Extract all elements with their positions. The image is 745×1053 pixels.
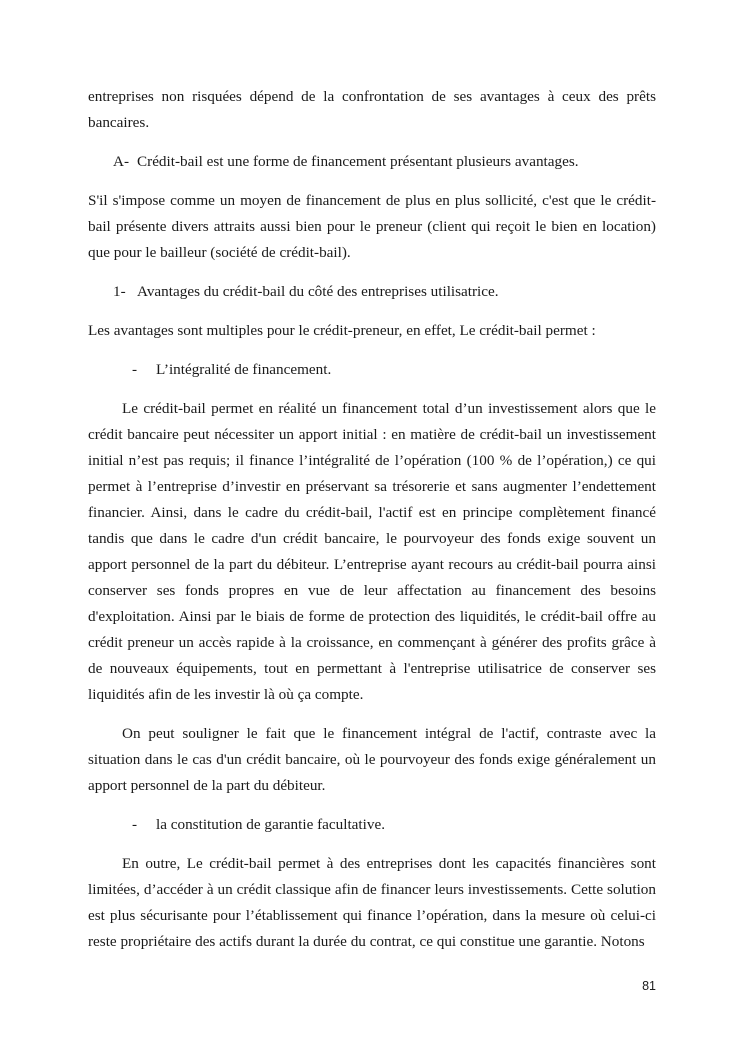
section-heading-a xyxy=(113,149,656,175)
paragraph-souligner: On peut souligner le fait que le financement intégral de l'actif, contraste avec la situation dans le cas d'un crédit bancaire, où le pourvoyeur des fonds exige généralement un apport personnel de la part du débiteur. xyxy=(88,725,656,794)
subsection-heading-1-text: Avantages du crédit-bail du côté des entreprises utilisatrice. xyxy=(137,283,499,300)
bullet-item-garantie xyxy=(132,812,656,838)
page-number: 81 xyxy=(642,979,656,993)
subsection-heading-1 xyxy=(113,279,656,305)
paragraph-avantages: Les avantages sont multiples pour le crédit-preneur, en effet, Le crédit-bail permet : xyxy=(88,322,596,339)
paragraph-sollicite: S'il s'impose comme un moyen de financement de plus en plus sollicité, c'est que le crédit-bail présente divers attraits aussi bien pour le preneur (client qui reçoit le bien en location) que pour le bailleur (société de crédit-bail). xyxy=(88,192,656,261)
bullet-item-text: la constitution de garantie facultative. xyxy=(156,816,385,833)
subsection-heading-1-marker: 1- xyxy=(113,283,126,300)
bullet-dash: - xyxy=(132,361,138,378)
paragraph-integralite: Le crédit-bail permet en réalité un financement total d’un investissement alors que le crédit bancaire peut nécessiter un apport initial : en matière de crédit-bail un investissement initial n’est pas requis; il finance l’intégralité de l’opération (100 % de l’opération,) ce qui permet à l’entreprise d’investir en préservant sa trésorerie et sans augmenter l’endettement financier. Ainsi, dans le cadre du crédit-bail, l'actif est en principe complètement financé tandis que dans le cadre d'un crédit bancaire, le pourvoyeur des fonds exige souvent un apport personnel de la part du débiteur. L’entreprise ayant recours au crédit-bail pourra ainsi conserver ses fonds propres en vue de leur affectation au financement des besoins d'exploitation. Ainsi par le biais de forme de protection des liquidités, le crédit-bail offre au crédit preneur un accès rapide à la croissance, en commençant à générer des profits grâce à de nouveaux équipements, tout en permettant à l'entreprise utilisatrice de conserver ses liquidités afin de les investir là où ça compte. xyxy=(88,400,656,703)
bullet-item-text: L’intégralité de financement. xyxy=(156,361,332,378)
section-heading-a-marker: A- xyxy=(113,153,130,170)
bullet-dash: - xyxy=(132,816,138,833)
section-heading-a-text: Crédit-bail est une forme de financement présentant plusieurs avantages. xyxy=(137,153,579,170)
bullet-item-integralite xyxy=(132,357,656,383)
paragraph-intro: entreprises non risquées dépend de la confrontation de ses avantages à ceux des prêts bancaires. xyxy=(88,88,656,131)
document-body xyxy=(88,84,656,955)
paragraph-garantie: En outre, Le crédit-bail permet à des entreprises dont les capacités financières sont limitées, d’accéder à un crédit classique afin de financer leurs investissements. Cette solution est plus sécurisante pour l’établissement qui finance l’opération, dans la mesure où celui-ci reste propriétaire des actifs durant la durée du contrat, ce qui constitue une garantie. Notons xyxy=(88,855,656,950)
